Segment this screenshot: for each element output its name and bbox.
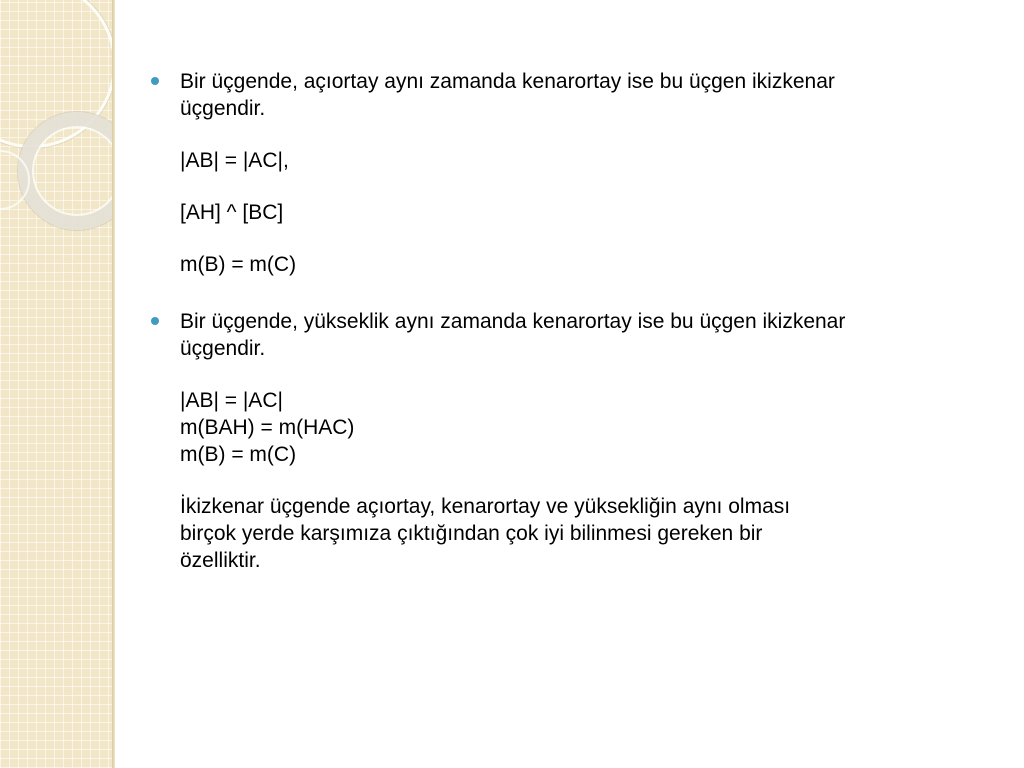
- bullet-text-line: Bir üçgende, açıortay aynı zamanda kenarortay ise bu üçgen ikizkenar: [180, 70, 835, 93]
- equation-line: [AH] ^ [BC]: [180, 201, 284, 224]
- bullet-text-line: Bir üçgende, yükseklik aynı zamanda kenarortay ise bu üçgen ikizkenar: [180, 310, 846, 333]
- bullet-text-line: üçgendir.: [180, 337, 266, 360]
- slide-content: [148, 68, 998, 574]
- equation-line: m(B) = m(C): [180, 443, 297, 466]
- decorative-side-panel: [0, 0, 112, 768]
- side-panel-edge: [112, 0, 115, 768]
- note-line: İkizkenar üçgende açıortay, kenarortay ve yüksekliğin aynı olması: [180, 495, 791, 518]
- bullet-icon: [151, 77, 159, 85]
- equation-line: |AB| = |AC|: [180, 389, 283, 412]
- bullet-text-line: üçgendir.: [180, 97, 266, 120]
- note-line: özelliktir.: [180, 549, 261, 572]
- bullet-item-2: [148, 308, 998, 574]
- equation-line: |AB| = |AC|,: [180, 149, 289, 172]
- bullet-item-1: [148, 68, 998, 278]
- bullet-icon: [151, 317, 159, 325]
- equation-line: m(BAH) = m(HAC): [180, 416, 355, 439]
- note-line: birçok yerde karşımıza çıktığından çok iyi bilinmesi gereken bir: [180, 522, 763, 545]
- equation-line: m(B) = m(C): [180, 253, 297, 276]
